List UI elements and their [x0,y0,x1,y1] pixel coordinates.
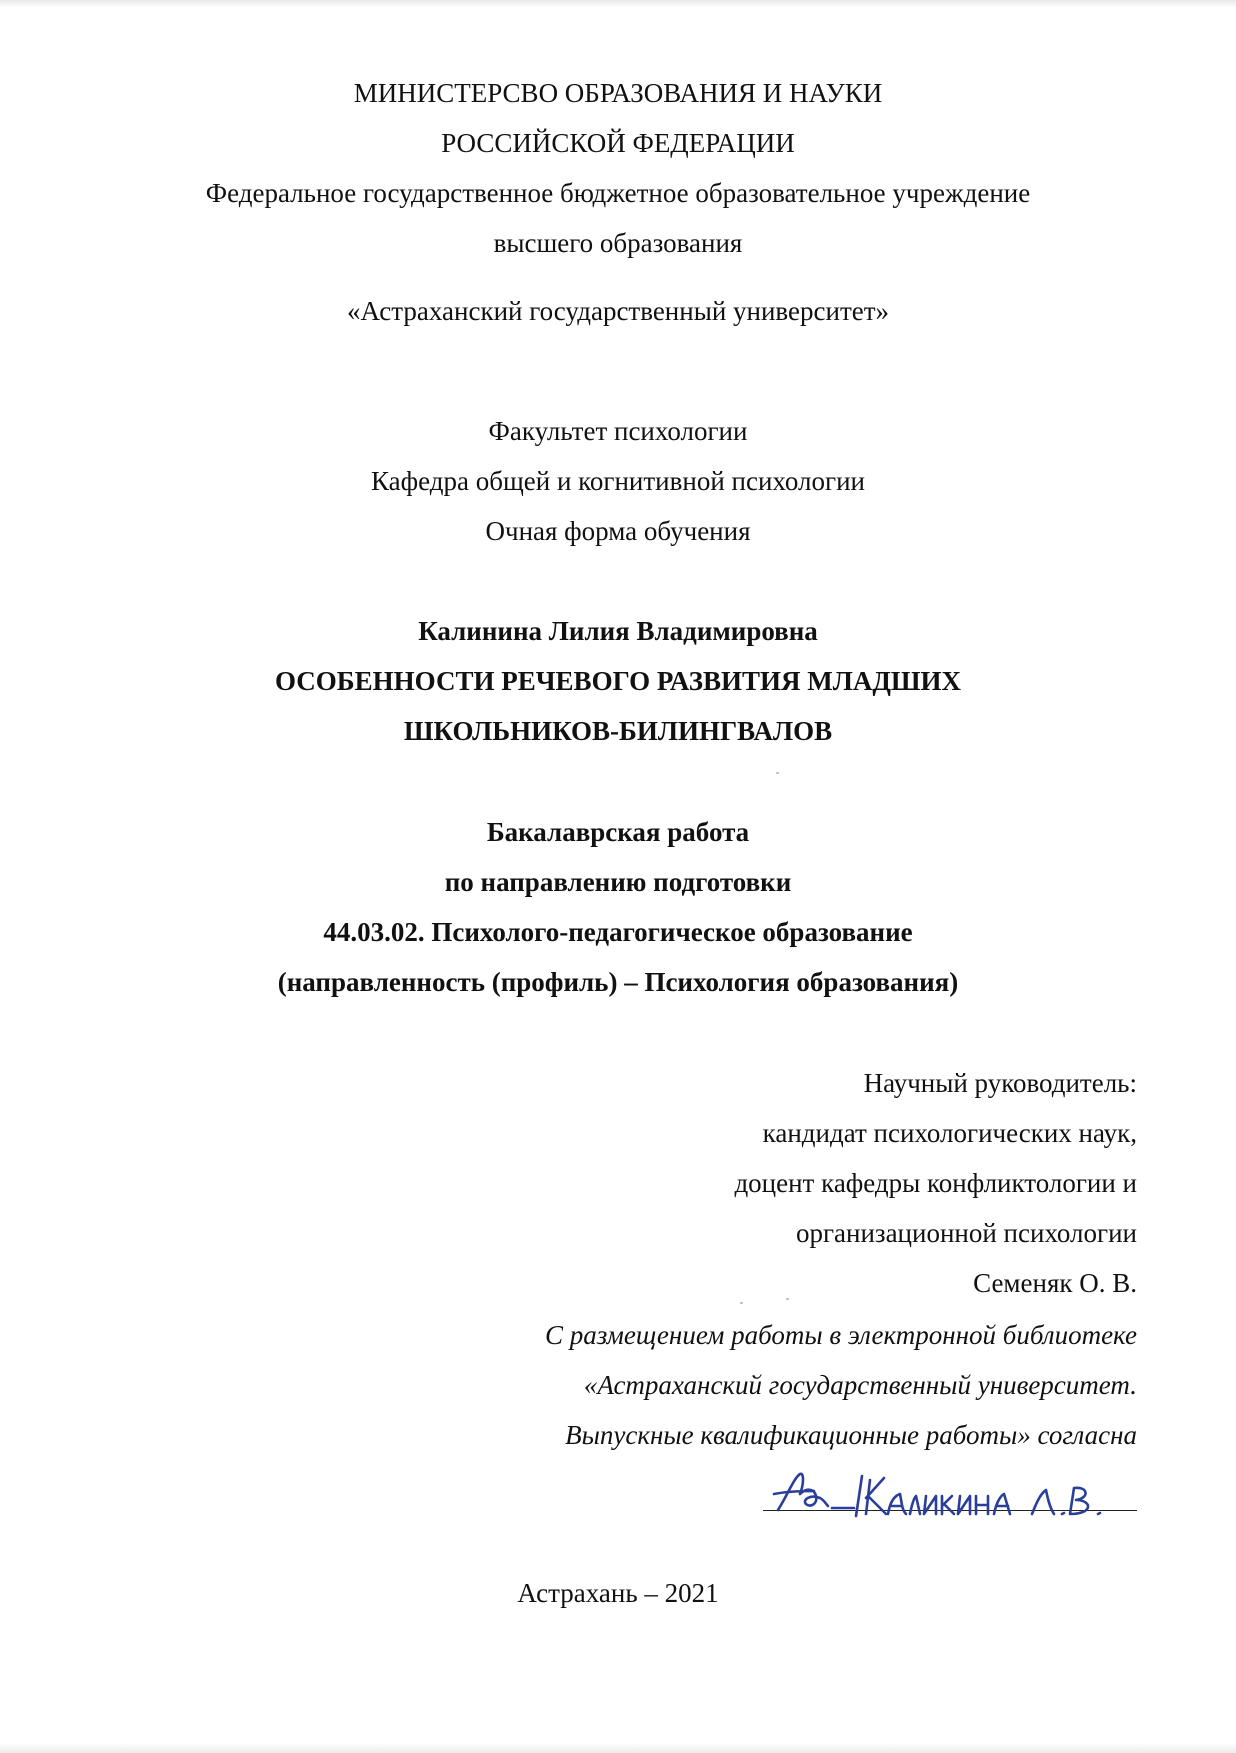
chair-name: Кафедра общей и когнитивной психологии [371,466,865,496]
city-year: Астрахань – 2021 [517,1578,719,1608]
institution-line-1: Федеральное государственное бюджетное образовательное учреждение [205,178,1031,208]
supervisor-name: Семеняк О. В. [973,1268,1137,1298]
scan-speck [776,772,779,774]
supervisor-degree: кандидат психологических наук, [762,1118,1137,1148]
scan-speck [786,1298,789,1300]
study-form: Очная форма обучения [485,516,751,546]
ministry-line-2: РОССИЙСКОЙ ФЕДЕРАЦИИ [441,128,795,158]
work-type-line-2: по направлению подготовки [444,867,792,897]
supervisor-label: Научный руководитель: [863,1068,1137,1098]
scan-edge-top [0,0,1236,8]
consent-line-2: «Астраханский государственный университет. [583,1370,1137,1400]
work-type-line-3: 44.03.02. Психолого-педагогическое образование [323,917,913,947]
thesis-title-line-2: ШКОЛЬНИКОВ-БИЛИНГВАЛОВ [403,716,833,746]
signature-text [763,1468,1137,1502]
ministry-line-1: МИНИСТЕРСВО ОБРАЗОВАНИЯ И НАУКИ [353,78,883,108]
thesis-title-line-1: ОСОБЕННОСТИ РЕЧЕВОГО РАЗВИТИЯ МЛАДШИХ [274,666,962,696]
supervisor-position-2: организационной психологии [795,1218,1137,1248]
scan-edge-bottom [0,1743,1236,1753]
consent-line-3: Выпускные квалификационные работы» согласна [565,1420,1137,1450]
scan-speck [740,1302,743,1304]
faculty-name: Факультет психологии [488,416,748,446]
work-type-line-4: (направленность (профиль) – Психология образования) [277,967,959,997]
institution-line-2: высшего образования [493,228,743,258]
consent-line-1: С размещением работы в электронной библиотеке [545,1320,1137,1350]
work-type-line-1: Бакалаврская работа [486,817,750,847]
author-name: Калинина Лилия Владимировна [418,616,818,646]
university-name: «Астраханский государственный университет» [346,296,890,326]
supervisor-position-1: доцент кафедры конфликтологии и [734,1168,1137,1198]
